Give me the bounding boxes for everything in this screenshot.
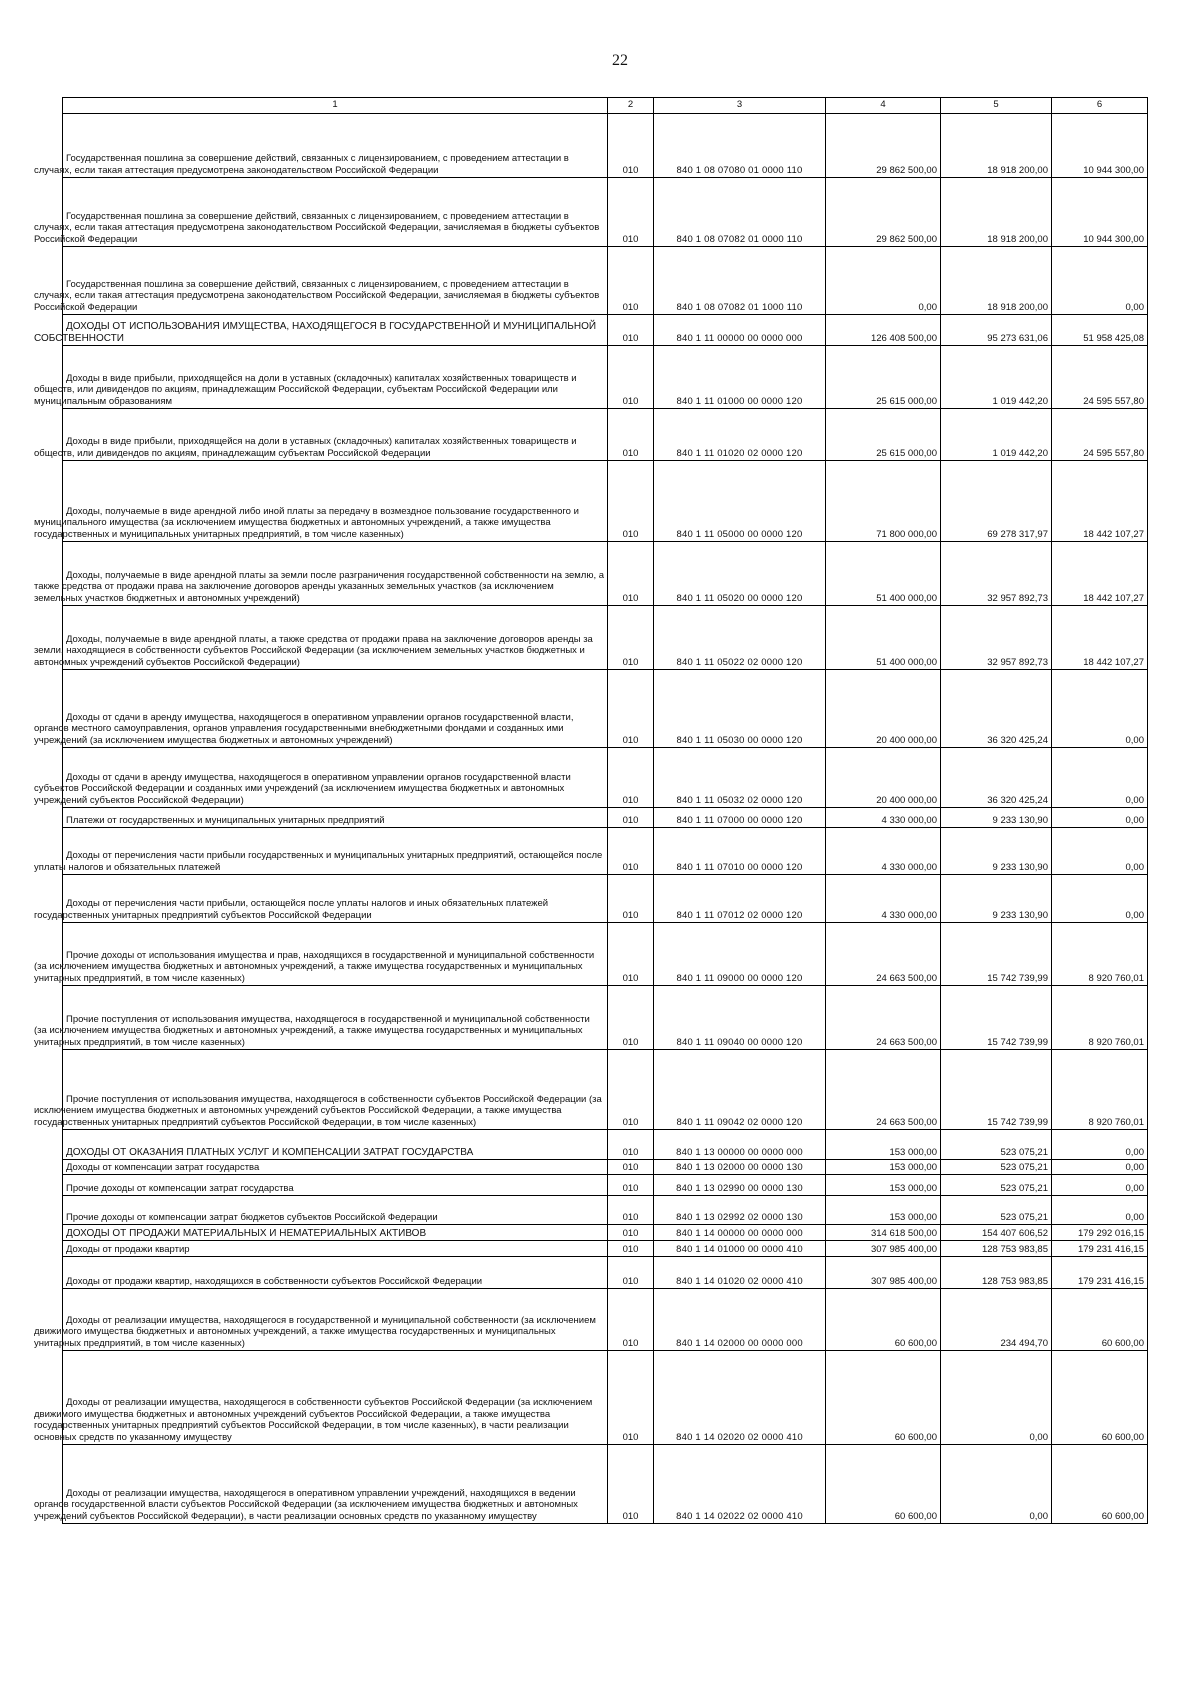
row-name: Доходы от сдачи в аренду имущества, находящегося в оперативном управлении органов государственной власти, органов местного самоуправления, органов управления государственными внебюджетными фондами и созданных ими учреждений (за исключением имущества бюджетных и автономных учреждений) [34,711,574,746]
table-row [63,178,1148,247]
row-executed-amount: 36 320 425,24 [941,670,1052,748]
row-unexecuted-amount: 179 292 016,15 [1052,1225,1148,1241]
row-executed-amount: 9 233 130,90 [941,875,1052,923]
row-executed-amount: 9 233 130,90 [941,828,1052,875]
row-approved-amount: 60 600,00 [826,1289,941,1351]
row-name: Прочие доходы от использования имущества и прав, находящихся в государственной и муниципальной собственности (за исключением имущества бюджетных и автономных учреждений, а также имущества государственных и муниципальных унитарных предприятий, в том числе казенных) [34,949,595,984]
table-row [63,1289,1148,1351]
row-budget-classification-code: 840 1 13 00000 00 0000 000 [654,1130,826,1160]
row-approved-amount: 126 408 500,00 [826,315,941,346]
row-budget-classification-code: 840 1 11 05022 02 0000 120 [654,606,826,670]
column-header: 3 [654,98,826,114]
row-code: 010 [608,346,654,409]
table-row [63,748,1148,808]
row-code: 010 [608,461,654,542]
row-unexecuted-amount: 0,00 [1052,828,1148,875]
row-budget-classification-code: 840 1 08 07082 01 0000 110 [654,178,826,247]
revenue-table [34,97,1148,1524]
row-budget-classification-code: 840 1 14 02020 02 0000 410 [654,1351,826,1445]
row-budget-classification-code: 840 1 13 02990 00 0000 130 [654,1175,826,1196]
row-approved-amount: 25 615 000,00 [826,346,941,409]
row-name: Прочие поступления от использования имущества, находящегося в государственной и муниципальной собственности (за исключением имущества бюджетных и автономных учреждений, а также имущества государственных и муниципальных унитарных предприятий, в том числе казенных) [34,1013,590,1048]
table-row [63,1160,1148,1175]
row-approved-amount: 0,00 [826,247,941,315]
table-row [63,923,1148,986]
row-approved-amount: 153 000,00 [826,1196,941,1225]
table-row [63,315,1148,346]
page-number: 22 [612,52,628,69]
row-code: 010 [608,542,654,606]
row-executed-amount: 9 233 130,90 [941,808,1052,828]
row-budget-classification-code: 840 1 11 01020 02 0000 120 [654,409,826,461]
row-name: Прочие доходы от компенсации затрат государства [66,1182,294,1194]
table-row [63,409,1148,461]
row-name: Доходы в виде прибыли, приходящейся на доли в уставных (складочных) капиталах хозяйственных товариществ и обществ, или дивидендов по акциям, принадлежащим Российской Федерации, субъектам Российской Федерации или муниципальным образованиям [34,372,577,407]
row-budget-classification-code: 840 1 13 02992 02 0000 130 [654,1196,826,1225]
row-budget-classification-code: 840 1 14 02000 00 0000 000 [654,1289,826,1351]
row-name: Доходы от реализации имущества, находящегося в оперативном управлении учреждений, находящихся в ведении органов государственной власти субъектов Российской Федерации (за исключением имущества бюджетных и автономных учреждений субъектов Российской Федерации), в части реализации основных средств по указанному имуществу [34,1487,578,1522]
row-code: 010 [608,1289,654,1351]
row-unexecuted-amount: 0,00 [1052,670,1148,748]
table-row [63,606,1148,670]
row-approved-amount: 153 000,00 [826,1160,941,1175]
row-budget-classification-code: 840 1 11 09000 00 0000 120 [654,923,826,986]
row-code: 010 [608,1445,654,1524]
row-name: Доходы от компенсации затрат государства [66,1161,260,1173]
row-code: 010 [608,1175,654,1196]
row-executed-amount: 523 075,21 [941,1130,1052,1160]
table-row [63,1241,1148,1257]
row-code: 010 [608,178,654,247]
table-row [63,542,1148,606]
row-unexecuted-amount: 0,00 [1052,748,1148,808]
table-row [63,1050,1148,1130]
row-budget-classification-code: 840 1 14 00000 00 0000 000 [654,1225,826,1241]
row-budget-classification-code: 840 1 14 01020 02 0000 410 [654,1257,826,1289]
row-code: 010 [608,315,654,346]
table-row [63,986,1148,1050]
table-row [63,114,1148,178]
row-approved-amount: 24 663 500,00 [826,986,941,1050]
header-row [63,98,1148,114]
row-approved-amount: 24 663 500,00 [826,923,941,986]
row-approved-amount: 4 330 000,00 [826,828,941,875]
row-executed-amount: 32 957 892,73 [941,606,1052,670]
row-executed-amount: 523 075,21 [941,1196,1052,1225]
row-budget-classification-code: 840 1 11 09042 02 0000 120 [654,1050,826,1130]
row-budget-classification-code: 840 1 08 07082 01 1000 110 [654,247,826,315]
column-header: 1 [63,98,608,114]
row-approved-amount: 153 000,00 [826,1175,941,1196]
row-executed-amount: 523 075,21 [941,1175,1052,1196]
row-approved-amount: 153 000,00 [826,1130,941,1160]
row-budget-classification-code: 840 1 11 05032 02 0000 120 [654,748,826,808]
row-unexecuted-amount: 0,00 [1052,1160,1148,1175]
row-name: Доходы от перечисления части прибыли государственных и муниципальных унитарных предприятий, остающейся после уплаты налогов и обязательных платежей [34,850,603,873]
row-executed-amount: 69 278 317,97 [941,461,1052,542]
row-approved-amount: 51 400 000,00 [826,606,941,670]
row-unexecuted-amount: 0,00 [1052,1196,1148,1225]
row-executed-amount: 234 494,70 [941,1289,1052,1351]
row-unexecuted-amount: 8 920 760,01 [1052,1050,1148,1130]
row-approved-amount: 4 330 000,00 [826,875,941,923]
table-row [63,1130,1148,1160]
row-code: 010 [608,875,654,923]
row-name: Доходы от реализации имущества, находящегося в собственности субъектов Российской Федерации (за исключением движимого имущества бюджетных и автономных учреждений субъектов Российской Федерации, а также имущества государственных унитарных предприятий субъектов Российской Федерации, в том числе казенных), в части реализации основных средств по указанному имуществу [34,1397,593,1443]
row-executed-amount: 1 019 442,20 [941,409,1052,461]
row-name: Государственная пошлина за совершение действий, связанных с лицензированием, с проведением аттестации в случаях, если такая аттестация предусмотрена законодательством Российской Федерации, зачисляемая в бюджеты субъектов Российской Федерации [34,278,600,313]
row-name: Государственная пошлина за совершение действий, связанных с лицензированием, с проведением аттестации в случаях, если такая аттестация предусмотрена законодательством Российской Федерации [34,153,569,176]
row-name: Доходы, получаемые в виде арендной платы за земли после разграничения государственной собственности на землю, а также средства от продажи права на заключение договоров аренды указанных земельных участков (за исключением земельных участков бюджетных и автономных учреждений) [34,569,605,604]
row-approved-amount: 20 400 000,00 [826,670,941,748]
row-approved-amount: 24 663 500,00 [826,1050,941,1130]
row-name: Прочие доходы от компенсации затрат бюджетов субъектов Российской Федерации [66,1211,438,1223]
row-name: Доходы от продажи квартир, находящихся в собственности субъектов Российской Федерации [66,1275,483,1287]
row-name: Доходы, получаемые в виде арендной либо иной платы за передачу в возмездное пользование государственного и муниципального имущества (за исключением имущества бюджетных и автономных учреждений, а также имущества государственных и муниципальных унитарных предприятий, в том числе казенных) [34,505,579,540]
row-executed-amount: 18 918 200,00 [941,114,1052,178]
row-code: 010 [608,1130,654,1160]
row-unexecuted-amount: 10 944 300,00 [1052,178,1148,247]
table-row [63,670,1148,748]
row-code: 010 [608,1196,654,1225]
row-unexecuted-amount: 8 920 760,01 [1052,923,1148,986]
table-row [63,1225,1148,1241]
row-unexecuted-amount: 0,00 [1052,247,1148,315]
row-name: Платежи от государственных и муниципальных унитарных предприятий [66,814,385,826]
row-code: 010 [608,114,654,178]
table-row [63,828,1148,875]
column-header: 2 [608,98,654,114]
row-executed-amount: 18 918 200,00 [941,178,1052,247]
row-code: 010 [608,606,654,670]
row-approved-amount: 71 800 000,00 [826,461,941,542]
row-executed-amount: 18 918 200,00 [941,247,1052,315]
table-row [63,1196,1148,1225]
row-name: Доходы от продажи квартир [66,1243,190,1255]
row-unexecuted-amount: 60 600,00 [1052,1445,1148,1524]
row-executed-amount: 32 957 892,73 [941,542,1052,606]
row-budget-classification-code: 840 1 14 02022 02 0000 410 [654,1445,826,1524]
row-budget-classification-code: 840 1 13 02000 00 0000 130 [654,1160,826,1175]
row-name: Доходы от сдачи в аренду имущества, находящегося в оперативном управлении органов государственной власти субъектов Российской Федерации и созданных ими учреждений (за исключением имущества бюджетных и автономных учреждений субъектов Российской Федерации) [34,771,571,806]
row-code: 010 [608,1050,654,1130]
row-unexecuted-amount: 18 442 107,27 [1052,542,1148,606]
row-unexecuted-amount: 18 442 107,27 [1052,461,1148,542]
row-code: 010 [608,670,654,748]
table-row [63,461,1148,542]
row-code: 010 [608,748,654,808]
table-row [63,247,1148,315]
column-header: 6 [1052,98,1148,114]
row-budget-classification-code: 840 1 08 07080 01 0000 110 [654,114,826,178]
row-budget-classification-code: 840 1 11 05030 00 0000 120 [654,670,826,748]
row-budget-classification-code: 840 1 11 01000 00 0000 120 [654,346,826,409]
table-row [63,1257,1148,1289]
row-unexecuted-amount: 51 958 425,08 [1052,315,1148,346]
row-code: 010 [608,923,654,986]
column-header: 5 [941,98,1052,114]
row-approved-amount: 20 400 000,00 [826,748,941,808]
row-budget-classification-code: 840 1 11 05000 00 0000 120 [654,461,826,542]
row-name: ДОХОДЫ ОТ ПРОДАЖИ МАТЕРИАЛЬНЫХ И НЕМАТЕРИАЛЬНЫХ АКТИВОВ [66,1227,427,1239]
row-approved-amount: 307 985 400,00 [826,1257,941,1289]
row-code: 010 [608,828,654,875]
row-executed-amount: 36 320 425,24 [941,748,1052,808]
row-approved-amount: 314 618 500,00 [826,1225,941,1241]
row-executed-amount: 523 075,21 [941,1160,1052,1175]
row-budget-classification-code: 840 1 11 00000 00 0000 000 [654,315,826,346]
row-unexecuted-amount: 60 600,00 [1052,1351,1148,1445]
row-name: Прочие поступления от использования имущества, находящегося в собственности субъектов Российской Федерации (за исключением имущества бюджетных и автономных учреждений субъектов Российской Федерации, а также имущества государственных унитарных предприятий субъектов Российской Федерации, в том числе казенных) [34,1093,602,1128]
row-unexecuted-amount: 10 944 300,00 [1052,114,1148,178]
row-unexecuted-amount: 0,00 [1052,808,1148,828]
row-unexecuted-amount: 0,00 [1052,875,1148,923]
row-code: 010 [608,1351,654,1445]
row-executed-amount: 95 273 631,06 [941,315,1052,346]
row-approved-amount: 307 985 400,00 [826,1241,941,1257]
row-executed-amount: 154 407 606,52 [941,1225,1052,1241]
row-name: ДОХОДЫ ОТ ИСПОЛЬЗОВАНИЯ ИМУЩЕСТВА, НАХОДЯЩЕГОСЯ В ГОСУДАРСТВЕННОЙ И МУНИЦИПАЛЬНОЙ СОБСТВЕННОСТИ [34,321,597,344]
row-unexecuted-amount: 8 920 760,01 [1052,986,1148,1050]
column-header: 4 [826,98,941,114]
row-approved-amount: 29 862 500,00 [826,114,941,178]
table-row [63,1351,1148,1445]
row-name: ДОХОДЫ ОТ ОКАЗАНИЯ ПЛАТНЫХ УСЛУГ И КОМПЕНСАЦИИ ЗАТРАТ ГОСУДАРСТВА [66,1146,474,1158]
table-row [63,1175,1148,1196]
row-budget-classification-code: 840 1 11 07012 02 0000 120 [654,875,826,923]
row-executed-amount: 0,00 [941,1445,1052,1524]
row-executed-amount: 128 753 983,85 [941,1241,1052,1257]
row-approved-amount: 4 330 000,00 [826,808,941,828]
row-code: 010 [608,1241,654,1257]
row-name: Доходы от реализации имущества, находящегося в государственной и муниципальной собственности (за исключением движимого имущества бюджетных и автономных учреждений, а также имущества государственных и муниципальных унитарных предприятий, в том числе казенных) [34,1314,596,1349]
row-budget-classification-code: 840 1 11 07000 00 0000 120 [654,808,826,828]
table-row [63,346,1148,409]
table-row [63,1445,1148,1524]
row-executed-amount: 15 742 739,99 [941,923,1052,986]
row-unexecuted-amount: 0,00 [1052,1175,1148,1196]
row-unexecuted-amount: 179 231 416,15 [1052,1241,1148,1257]
row-approved-amount: 51 400 000,00 [826,542,941,606]
row-name: Государственная пошлина за совершение действий, связанных с лицензированием, с проведением аттестации в случаях, если такая аттестация предусмотрена законодательством Российской Федерации, зачисляемая в бюджеты субъектов Российской Федерации [34,210,600,245]
row-budget-classification-code: 840 1 11 07010 00 0000 120 [654,828,826,875]
row-executed-amount: 128 753 983,85 [941,1257,1052,1289]
row-code: 010 [608,247,654,315]
row-unexecuted-amount: 24 595 557,80 [1052,346,1148,409]
row-approved-amount: 29 862 500,00 [826,178,941,247]
row-code: 010 [608,409,654,461]
row-unexecuted-amount: 60 600,00 [1052,1289,1148,1351]
row-approved-amount: 60 600,00 [826,1351,941,1445]
row-code: 010 [608,1257,654,1289]
row-code: 010 [608,1225,654,1241]
row-executed-amount: 15 742 739,99 [941,1050,1052,1130]
row-approved-amount: 60 600,00 [826,1445,941,1524]
row-budget-classification-code: 840 1 11 05020 00 0000 120 [654,542,826,606]
row-unexecuted-amount: 24 595 557,80 [1052,409,1148,461]
row-name: Доходы, получаемые в виде арендной платы, а также средства от продажи права на заключение договоров аренды за земли, находящиеся в собственности субъектов Российской Федерации (за исключением земельных участков бюджетных и автономных учреждений субъектов Российской Федерации) [34,633,593,668]
table-row [63,808,1148,828]
row-code: 010 [608,986,654,1050]
row-executed-amount: 0,00 [941,1351,1052,1445]
table-row [63,875,1148,923]
row-code: 010 [608,808,654,828]
row-unexecuted-amount: 179 231 416,15 [1052,1257,1148,1289]
row-budget-classification-code: 840 1 11 09040 00 0000 120 [654,986,826,1050]
row-executed-amount: 15 742 739,99 [941,986,1052,1050]
row-approved-amount: 25 615 000,00 [826,409,941,461]
row-unexecuted-amount: 18 442 107,27 [1052,606,1148,670]
row-budget-classification-code: 840 1 14 01000 00 0000 410 [654,1241,826,1257]
row-name: Доходы от перечисления части прибыли, остающейся после уплаты налогов и иных обязательных платежей государственных унитарных предприятий субъектов Российской Федерации [34,898,549,921]
row-executed-amount: 1 019 442,20 [941,346,1052,409]
row-code: 010 [608,1160,654,1175]
row-name: Доходы в виде прибыли, приходящейся на доли в уставных (складочных) капиталах хозяйственных товариществ и обществ, или дивидендов по акциям, принадлежащим субъектам Российской Федерации [34,436,577,459]
row-unexecuted-amount: 0,00 [1052,1130,1148,1160]
